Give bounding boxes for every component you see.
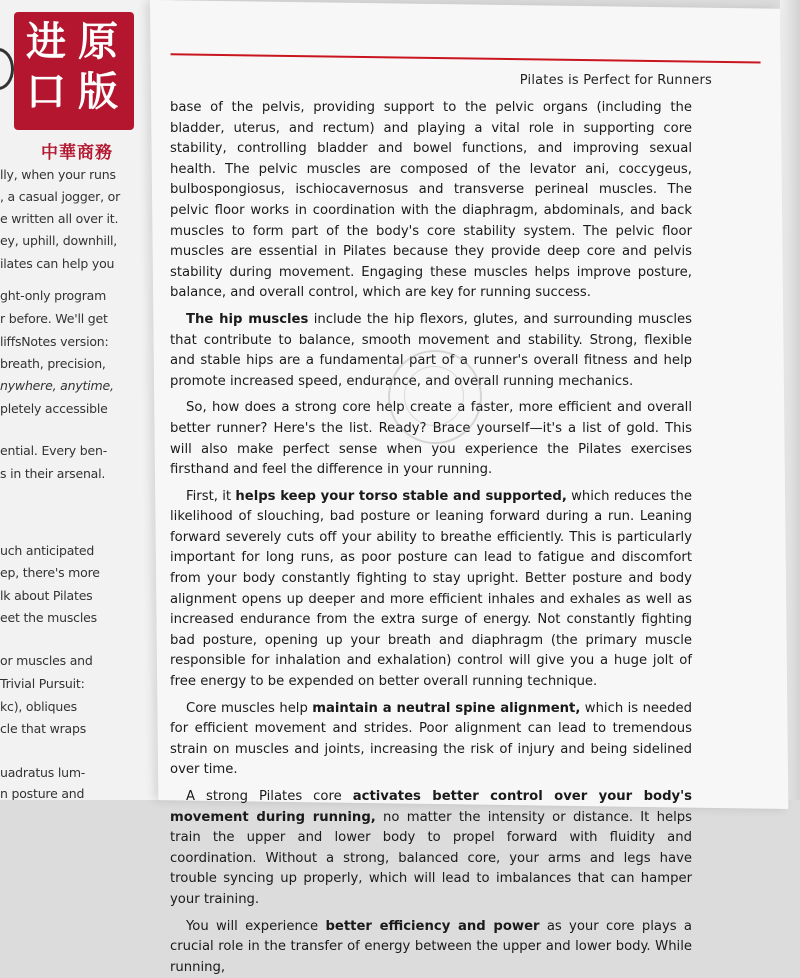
bold-phrase: activates better control over your body's movement during running, — [170, 789, 692, 825]
left-line: e written all over it. — [0, 211, 119, 226]
left-line: ey, uphill, downhill, — [0, 233, 118, 248]
paragraph-text: which is needed for efficient movement and strides. Poor alignment can lead to tremendous strain on muscles and joints, increasing the risk of injury and being sidelined over time. — [170, 700, 693, 778]
paragraph-spine — [170, 699, 692, 781]
paragraph-efficiency — [170, 917, 692, 978]
left-line: uch anticipated — [0, 543, 95, 558]
left-line: cle that wraps — [0, 721, 87, 736]
left-line: n posture and — [0, 786, 85, 800]
import-certification-stamp — [388, 350, 482, 444]
left-line: uadratus lum- — [0, 765, 86, 780]
left-line: or muscles and — [0, 653, 93, 668]
logo-char: 口 — [26, 68, 66, 115]
left-line: lk about Pilates — [0, 588, 93, 603]
paragraph-strong-core: So, how does a strong core help create a faster, more efficient and overall better runner? Here's the list. Ready? Brace yourself—it's a list of gold. This will also make perfect sense when you experience the Pilates exercises firsthand and feel the difference in your running. — [170, 400, 692, 478]
paragraph-text: Core muscles help — [186, 700, 313, 716]
bold-phrase: maintain a neutral spine alignment, — [312, 700, 581, 716]
bold-phrase: helps keep your torso stable and supported, — [235, 488, 567, 504]
logo-char: 原 — [78, 18, 118, 65]
left-line: , a casual jogger, or — [0, 189, 121, 204]
left-line: lly, when your runs — [0, 167, 116, 182]
left-line: ential. Every ben- — [0, 443, 108, 458]
paragraph-text: no matter the intensity or distance. It helps train the upper and lower body to propel forward with fluidity and coordination. Without a strong, balanced core, your arms and legs have trouble syncing up properly, which will lead to imbalances that can hamper your training. — [170, 809, 692, 907]
paragraph-text: A strong Pilates core — [186, 789, 353, 804]
publisher-logo — [0, 0, 132, 168]
left-line: pletely accessible — [0, 401, 108, 416]
paragraph-pelvic-floor: base of the pelvis, providing support to the pelvic organs (including the bladder, uterus, and rectum) and playing a vital role in supporting core stability, controlling bladder and bowel functions, and improving sexual health. The pelvic muscles are composed of the levator ani, coccygeus, bulbospongiosus, ischiocavernosus and transverse perineal muscles. The pelvic floor works in coordination with the diaphragm, abdominals, and back muscles to form part of the body's core stability system. The pelvic floor muscles are essential in Pilates because they provide deep core and pelvis stability during movement. Engaging these muscles helps improve posture, balance, and overall control, which are key for running success. — [170, 100, 692, 301]
left-line: nywhere, anytime, — [0, 378, 114, 393]
logo-char: 进 — [26, 18, 66, 65]
bold-phrase: The hip muscles — [186, 311, 309, 327]
paragraph-control — [170, 787, 692, 911]
paragraph-text: include the hip flexors, glutes, and surrounding muscles that contribute to balance, smooth movement and stability. Strong, flexible and stable hips are a fundamental part of a runner's overall fitness and help promote increased speed, endurance, and overall running mechanics. — [170, 311, 692, 389]
left-line: liffsNotes version: — [0, 334, 109, 349]
left-line: s in their arsenal. — [0, 466, 106, 481]
left-line: ep, there's more — [0, 565, 100, 580]
paragraph-text: as your core plays a crucial role in the transfer of energy between the upper and lower body. While running, — [170, 918, 692, 975]
left-line: kc), obliques — [0, 699, 77, 714]
logo-subtitle: 中華商務 — [41, 143, 113, 163]
paragraph-torso — [170, 487, 692, 693]
bold-phrase: better efficiency and power — [325, 918, 540, 934]
left-line: r before. We'll get — [0, 311, 108, 326]
left-line: ilates can help you — [0, 256, 115, 271]
left-line: Trivial Pursuit: — [0, 676, 85, 691]
body-text — [170, 98, 692, 978]
paragraph-text: First, it — [186, 488, 236, 504]
left-line: ght-only program — [0, 288, 107, 303]
logo-char: 版 — [78, 68, 118, 115]
left-line: breath, precision, — [0, 356, 106, 371]
paragraph-text: You will experience — [186, 918, 326, 934]
header-rule — [171, 53, 761, 63]
paragraph-text: which reduces the likelihood of slouching, bad posture or leaning forward during a run. Leaning forward severely cuts off your ability to breathe efficiently. This is particularly important for long runs, as poor posture can lead to fatigue and discomfort from your body constantly fighting to stay upright. Better posture and body alignment opens up deeper and more efficient inhales and exhales as well as increased endurance from the extra surge of energy. Not constantly fighting bad posture, opening up your breath and diaphragm (the primary muscle responsible for inhalation and exhalation) control will give you a huge jolt of free energy to be expended on better overall running technique. — [170, 488, 692, 690]
left-line: eet the muscles — [0, 610, 97, 625]
running-header: Pilates is Perfect for Runners — [519, 73, 712, 88]
